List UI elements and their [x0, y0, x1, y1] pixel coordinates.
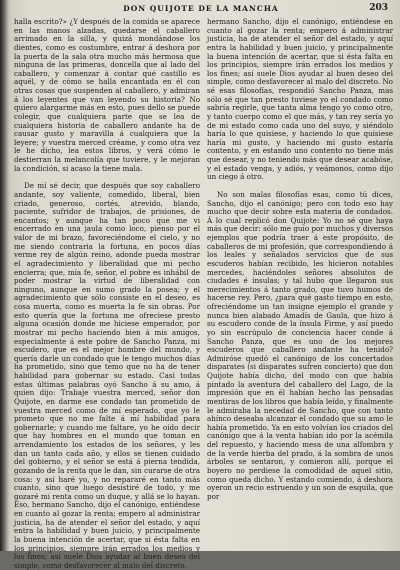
page-number: 203	[369, 3, 388, 13]
left-paragraph-2: De mí sé decir, que después que soy caballero andante, soy valiente, comedido, liberal, bien criado, generoso, cortés, atrevido, blando, paciente, sufridor de trabajos, de prisiones, de encantos; y aunque ha tan poco que me vi encerrado en una jaula como loco, pienso por el valor de mi brazo, favoreciéndome el cielo, y no me siendo contraria la fortuna, en pocos días verme rey de algún reino, adonde pueda mostrar el agradecimiento y liberalidad que mi pecho encierra; que, mía fe, señor, el pobre es inhábil de poder mostrar la virtud de liberalidad con ninguno, aunque en sumo grado la posea; y el agradecimiento que sólo consiste en el deseo, es cosa muerta, como es muerta la fe sin obras. Por esto quería que la fortuna me ofreciese presto alguna ocasión donde me hiciese emperador, por mostrar mi pecho haciendo bien á mis amigos, especialmente á este pobre de Sancho Panza, mi escudero, que es el mejor hombre del mundo, y quería darle un condado que le tengo muchos días ha prometido, sino que temo que no ha de tener habilidad para gobernar su estado. Casi todas estas últimas palabras oyó Sancho á su amo, á quien dijo: Trabaje vuestra merced, señor don Quijote, en darme ese condado tan prometido de vuestra merced como de mí esperado, que yo le prometo que no me falte á mí habilidad para gobernarle; y cuando me faltare, yo he oído decir que hay hombres en el mundo que toman en arrendamiento los estados de los señores, y les dan un tanto cada año, y ellos se tienen cuidado del gobierno, y el señor se está á pierna tendida, gozando de la renta que le dan, sin curarse de otra cosa: y así haré yo, y no repararé en tanto más cuanto, sino que luego desistiré de todo, y me gozaré mi renta como un duque, y allá se lo hayan. Eso, hermano Sancho, dijo el canónigo, entiéndese en cuanto al gozar la renta; empero al administrar justicia, ha de atender el señor del estado, y aquí entra la habilidad y buen juicio, y principalmente la buena intención de acertar, que si ésta falta en los principios, siempre irán errados los medios y los fines; así suele Dios ayudar al buen deseo del simple, como desfavorecer al malo del discreto.	[14, 181, 200, 570]
left-column	[14, 17, 200, 570]
right-column	[207, 18, 393, 546]
running-head: DON QUIJOTE DE LA MANCHA	[123, 4, 279, 13]
page-header	[10, 3, 392, 15]
spine-shadow	[0, 0, 8, 551]
left-paragraph-1: halla escrito?» ¿Y después de la comida se aparece en las manos alzadas, quedarse el caballero arrimado en la silla, y quizá mondándose los dientes, como es costumbre, entrar á deshora por la puerta de la sala otra mucho más hermosa que ninguna de las primeras, doncella que al lado del caballero, y comenzar á contar qué castillo es aquél, y de cómo se halla encantada en él con otras cosas que suspenden al caballero, y admiran á los leyentes que van leyendo su historia? No quiero alargarme más en esto, pues dello se puede colegir, que cualquiera parte que se lea de cualquiera historia de caballero andante ha de causar gusto y maravilla á cualquiera que la leyere; y vuestra merced créame, y como otra vez le he dicho, lea estos libros, y verá cómo le destierran la melancolía que tuviere, y le mejoran la condición, si acaso la tiene mala.	[14, 17, 200, 173]
right-paragraph-2: No son malas filosofías esas, como tú dices, Sancho, dijo el canónigo; pero con todo eso hay mucho que decir sobre esta materia de condados. Á lo cual replicó don Quijote: Yo no sé que haya más que decir: sólo me guío por muchos y diversos ejemplos que podría traer á este propósito, de caballeros de mi profesión, que correspondiendo á los leales y señalados servicios que de sus escuderos habían recibido, les hicieron notables mercedes, haciéndoles señores absolutos de ciudades é ínsulas; y tal hubo que llegaron sus merecimientos á tanto grado, que tuvo humos de hacerse rey. Pero, ¿para qué gasto tiempo en esto, ofreciéndome un tan insigne ejemplo el grande y nunca bien alabado Amadís de Gaula, que hizo á su escudero conde de la ínsula Firme, y así puedo yo sin escrúpulo de conciencia hacer conde á Sancho Panza, que es uno de los mejores escuderos que caballero andante ha tenido? Admiróse quedó el canónigo de los concertados disparates (si disparates sufren concierto) que don Quijote había dicho, del modo con que había pintado la aventura del caballero del Lago, de la impresión que en él habían hecho las pensadas mentiras de los libros que había leído, y finalmente le admiraba la necedad de Sancho, que con tanto ahínco deseaba alcanzar el condado que su amo le había prometido. Ya en esto volvían los criados del canónigo que á la venta habían ido por la acémila del repuesto, y haciendo mesa de una alfombra y de la verde hierba del prado, á la sombra de unos árboles se sentaron, y comieron allí, porque el boyero no perdiese la comodidad de aquel sitio, como queda dicho. Y estando comiendo, á deshora oyeron un recio estruendo y un son de esquila, que por	[207, 189, 393, 501]
right-paragraph-1: hermano Sancho, dijo el canónigo, entiéndese en cuanto al gozar la renta; empero á administrar justicia, ha de atender el señor del estado, y aquí entra la habilidad y buen juicio, y principalmente la buena intención de acertar, que si ésta falta en los principios, siempre irán errados los medios y los fines; así suele Dios ayudar al buen deseo del simple, como desfavorecer al malo del discreto. No sé esas filosofías, respondió Sancho Panza, mas sólo sé que tan presto tuviese yo el condado como sabría regirle, que tanta alma tengo yo como otro, y tanto cuerpo como el que más, y tan rey sería yo de mi estado como cada uno del suyo, y siéndolo haría lo que quisiese, y haciendo lo que quisiese haría mi gusto, y haciendo mi gusto estaría contento, y en estando uno contento no tiene más que desear, y no teniendo más que desear acabóse, y el estado venga, y adiós, y veámonos, como dijo un ciego á otro.	[207, 17, 393, 182]
